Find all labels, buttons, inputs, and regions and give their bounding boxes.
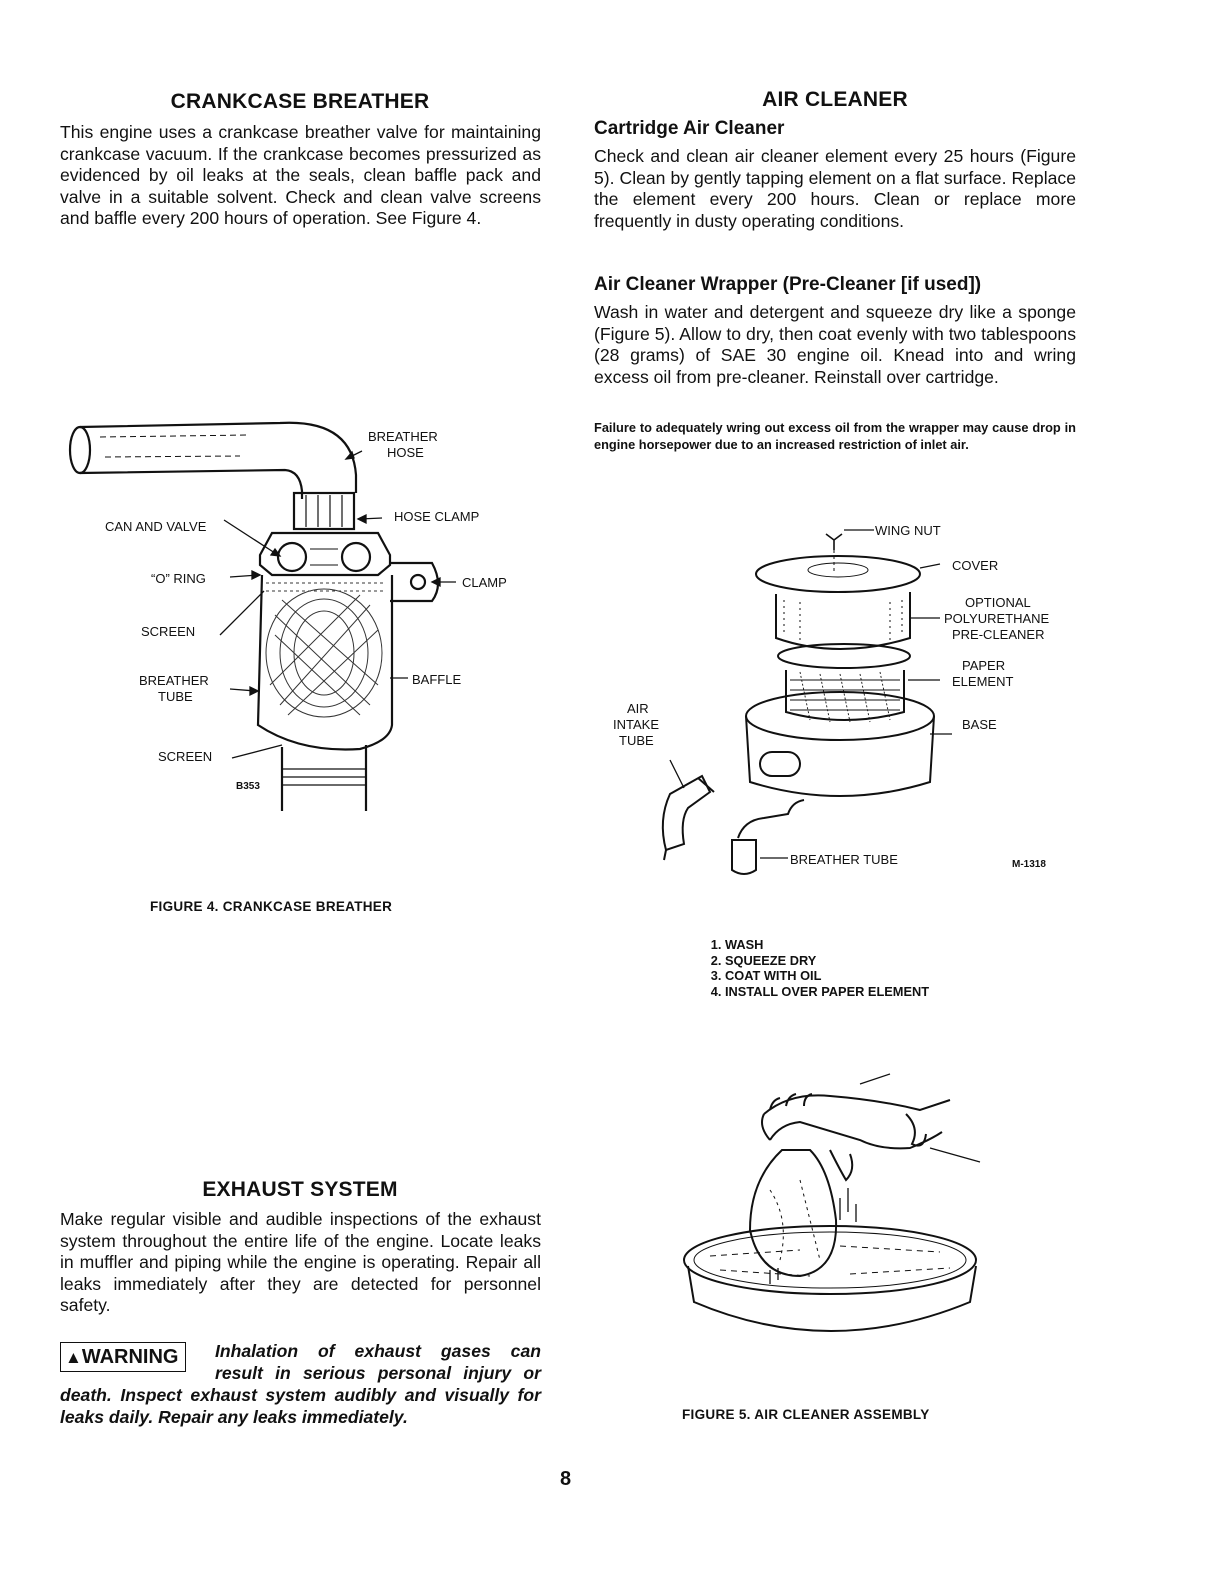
cartridge-heading: Cartridge Air Cleaner	[594, 118, 785, 139]
crankcase-breather-heading: CRANKCASE BREATHER	[170, 90, 430, 113]
label-o-ring: “O” RING	[151, 571, 206, 586]
figure5-code: M-1318	[1012, 859, 1046, 870]
label-breather-tube: BREATHER TUBE	[790, 852, 898, 867]
step-item: 2. SQUEEZE DRY	[725, 953, 929, 969]
label-air-2: INTAKE	[613, 717, 659, 732]
label-base: BASE	[962, 717, 997, 732]
air-cleaner-heading: AIR CLEANER	[762, 88, 908, 111]
warning-line-1: Inhalation of exhaust gases can	[215, 1341, 541, 1361]
step-item: 3. COAT WITH OIL	[725, 968, 929, 984]
crankcase-breather-body: This engine uses a crankcase breather valve for maintaining crankcase vacuum. If the crankcase becomes pressurized as evidenced by oil leaks at the seals, clean baffle pack and valve in a suitable solvent. Check and clean valve screens and baffle every 200 hours of operation. See Figure 4.	[60, 122, 541, 229]
page-number: 8	[560, 1468, 572, 1490]
label-air-1: AIR	[627, 701, 649, 716]
warning-rest: death. Inspect exhaust system audibly and visually for leaks daily. Repair any leaks immediately.	[60, 1385, 541, 1427]
warning-line-2: result in serious personal injury or	[215, 1363, 541, 1383]
exhaust-system-heading: EXHAUST SYSTEM	[202, 1178, 398, 1201]
crankcase-breather-figure	[60, 415, 500, 815]
figure4-code: B353	[236, 781, 260, 792]
label-paper-2: ELEMENT	[952, 674, 1014, 689]
label-cover: COVER	[952, 558, 999, 573]
hands-wringing-illustration	[680, 1070, 990, 1350]
label-clamp: CLAMP	[462, 575, 507, 590]
label-wing-nut: WING NUT	[875, 523, 941, 538]
label-breather-hose-1: BREATHER	[368, 429, 438, 444]
label-optional-3: PRE-CLEANER	[952, 627, 1045, 642]
step-item: 4. INSTALL OVER PAPER ELEMENT	[725, 984, 929, 1000]
warning-label: WARNING	[81, 1346, 179, 1368]
exhaust-system-body: Make regular visible and audible inspections of the exhaust system throughout the entire life of the engine. Locate leaks in muffler and piping while the engine is operating. Repair all leaks immediately after they are detected for personnel safety.	[60, 1209, 541, 1316]
label-breather-tube-2: TUBE	[158, 689, 193, 704]
figure5-caption: FIGURE 5. AIR CLEANER ASSEMBLY	[682, 1407, 930, 1422]
label-paper-1: PAPER	[962, 658, 1006, 673]
label-breather-hose-2: HOSE	[387, 445, 424, 460]
fine-print: Failure to adequately wring out excess oil from the wrapper may cause drop in engine horsepower due to an increased restriction of inlet air.	[594, 420, 1076, 452]
label-hose-clamp: HOSE CLAMP	[394, 509, 480, 524]
warning-badge	[60, 1342, 186, 1372]
warning-triangle-icon: ▲	[65, 1348, 82, 1367]
figure4-caption: FIGURE 4. CRANKCASE BREATHER	[150, 899, 393, 914]
label-screen-bottom: SCREEN	[158, 749, 213, 764]
label-optional-2: POLYURETHANE	[944, 611, 1050, 626]
step-item: 1. WASH	[725, 937, 929, 953]
label-can-and-valve: CAN AND VALVE	[105, 519, 207, 534]
label-optional-1: OPTIONAL	[965, 595, 1031, 610]
label-baffle: BAFFLE	[412, 672, 462, 687]
label-breather-tube-1: BREATHER	[139, 673, 209, 688]
cartridge-body: Check and clean air cleaner element every 25 hours (Figure 5). Clean by gently tapping element on a flat surface. Replace the element every 200 hours. Clean or replace more frequently in dusty operating conditions.	[594, 146, 1076, 231]
label-air-3: TUBE	[619, 733, 654, 748]
wrapper-body: Wash in water and detergent and squeeze dry like a sponge (Figure 5). Allow to dry, then coat evenly with two tablespoons (28 grams) of SAE 30 engine oil. Knead into and wring excess oil from pre-cleaner. Reinstall over cartridge.	[594, 302, 1076, 387]
steps-list	[707, 937, 929, 999]
air-cleaner-figure	[640, 520, 960, 880]
label-screen-top: SCREEN	[141, 624, 196, 639]
wrapper-heading: Air Cleaner Wrapper (Pre-Cleaner [if used])	[594, 274, 982, 295]
